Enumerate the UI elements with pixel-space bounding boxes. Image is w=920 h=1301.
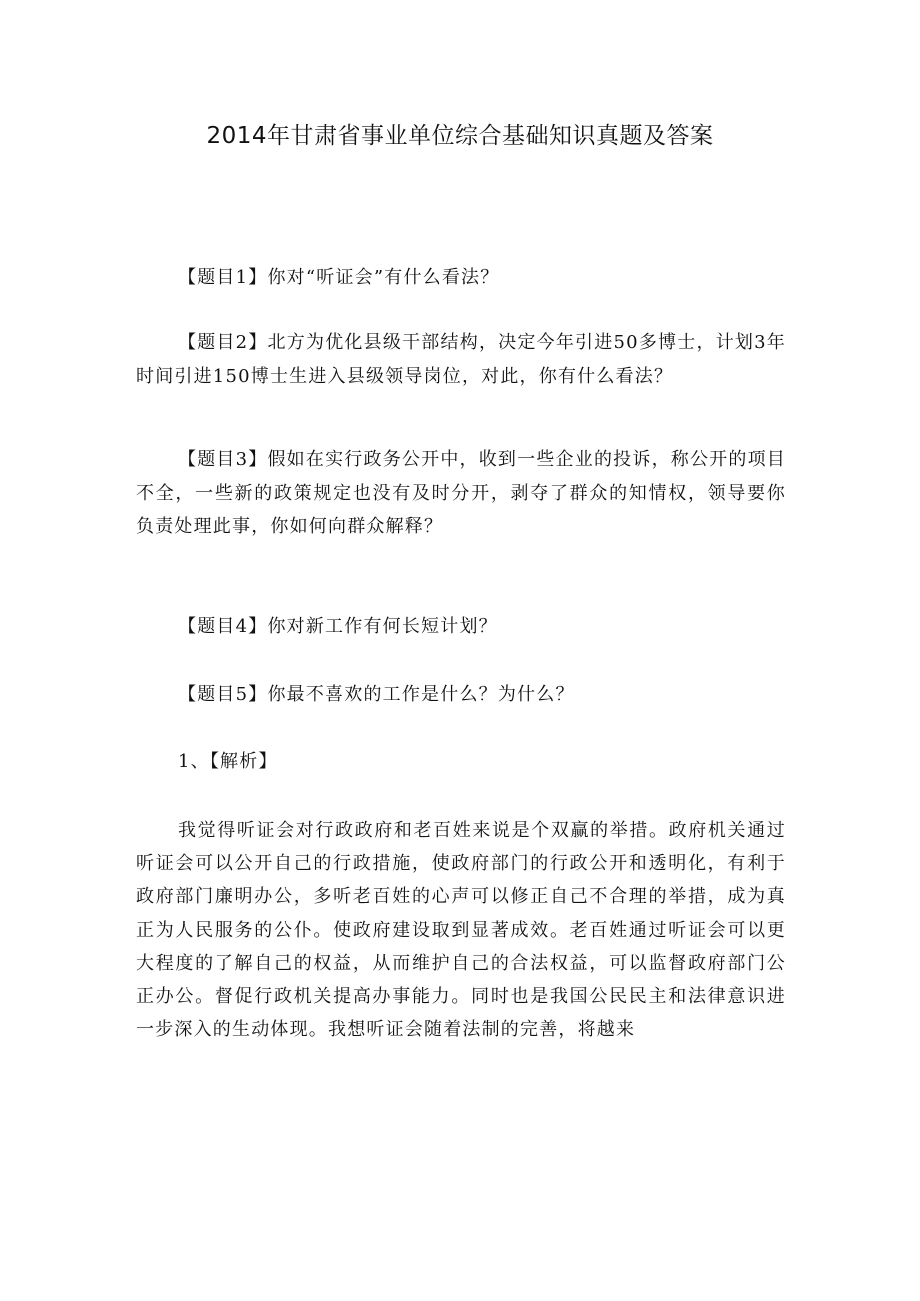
question-3: 【题目3】假如在实行政务公开中，收到一些企业的投诉，称公开的项目不全，一些新的政策规定也没有及时分开，剥夺了群众的知情权，领导要你负责处理此事，你如何向群众解释？: [136, 449, 786, 538]
question-4: 【题目4】你对新工作有何长短计划？: [178, 616, 498, 637]
answer-paragraph: 我觉得听证会对行政政府和老百姓来说是个双赢的举措。政府机关通过听证会可以公开自己的行政措施，使政府部门的行政公开和透明化，有利于政府部门廉明办公，多听老百姓的心声可以修正自己不合理的举措，成为真正为人民服务的公仆。使政府建设取到显著成效。老百姓通过听证会可以更大程度的了解自己的权益，从而维护自己的合法权益，可以监督政府部门公正办公。督促行政机关提高办事能力。同时也是我国公民民主和法律意识进一步深入的生动体现。我想听证会随着法制的完善，将越来: [136, 820, 786, 1041]
analysis-heading: 1、【解析】: [178, 751, 278, 772]
document-title: 2014年甘肃省事业单位综合基础知识真题及答案: [206, 123, 714, 149]
question-2: 【题目2】北方为优化县级干部结构，决定今年引进50多博士，计划3年时间引进150博士生进入县级领导岗位，对此，你有什么看法？: [136, 332, 786, 387]
question-1: 【题目1】你对“听证会”有什么看法？: [178, 267, 500, 288]
question-5: 【题目5】你最不喜欢的工作是什么？为什么？: [178, 684, 575, 705]
